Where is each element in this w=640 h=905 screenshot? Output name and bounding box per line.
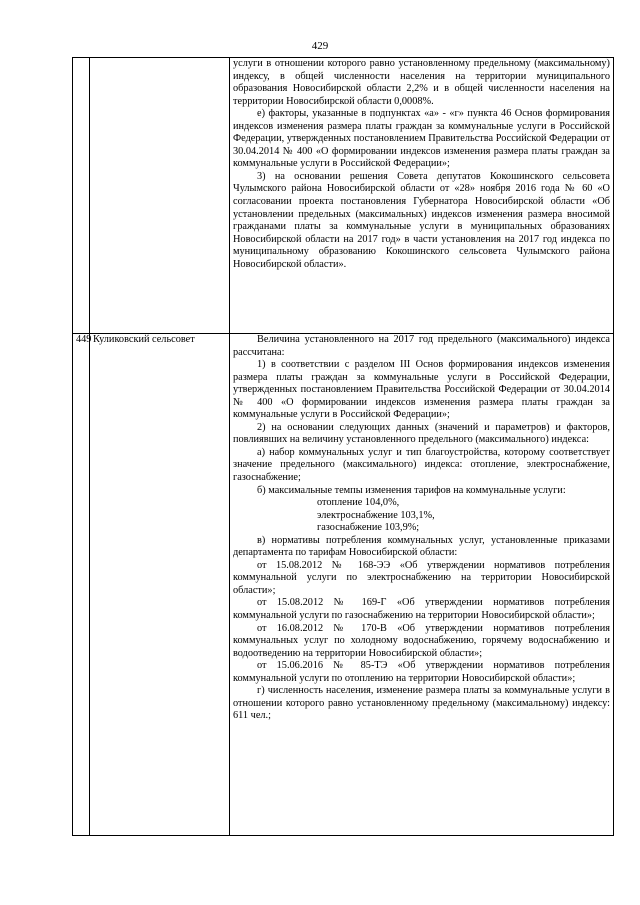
row-number-cell [73,58,90,334]
municipality-name-cell: Куликовский сельсовет [90,334,230,836]
tariff-item: электроснабжение 103,1%, [317,509,435,521]
paragraph: в) нормативы потребления коммунальных услуг, установленные приказами департамента по тарифам Новосибирской области: [233,534,610,559]
tariff-item: отопление 104,0%, [317,497,400,509]
paragraph: от 15.06.2016 № 85-ТЭ «Об утверждении нормативов потребления коммунальной услуги по отоплению на территории Новосибирской области»; [233,660,610,684]
paragraph: 3) на основании решения Совета депутатов Кокошинского сельсовета Чулымского района Новосибирской области от «28» ноября 2016 года № 60 «О согласовании проекта постановления Губернатора Новосибирской области «Об установлении предельных (максимальных) индексов изменения размера вносимой гражданами платы за коммунальные услуги в муниципальных образованиях Новосибирской области на 2017 год» в части установления на 2017 год индекса по муниципальному образованию Кокошинского сельсовета Чулымского района Новосибирской области». [233,170,610,270]
paragraph: г) численность населения, изменение размера платы за коммунальные услуги в отношении которого равно установленному предельному (максимальному) индексу: 611 чел.; [233,685,610,722]
document-table [72,57,614,836]
table-row [73,58,614,334]
paragraph: от 16.08.2012 № 170-В «Об утверждении нормативов потребления коммунальных услуг по холодному водоснабжению, горячему водоснабжению и водоотведению на территории Новосибирской области»; [233,622,610,659]
paragraph: от 15.08.2012 № 168-ЭЭ «Об утверждении нормативов потребления коммунальной услуги по электроснабжению на территории Новосибирской области»; [233,559,610,596]
paragraph: услуги в отношении которого равно установленному предельному (максимальному) индексу, в общей численности населения на территории муниципального образования Новосибирской области 2,2% и в общей численности населения на территории Новосибирской области 0,0008%. [233,58,610,107]
paragraph: от 15.08.2012 № 169-Г «Об утверждении нормативов потребления коммунальной услуги по газоснабжению на территории Новосибирской области»; [233,597,610,622]
paragraph: Величина установленного на 2017 год предельного (максимального) индекса рассчитана: [233,334,610,358]
page-number: 429 [311,40,329,52]
paragraph: 1) в соответствии с разделом III Основ формирования индексов изменения размера платы граждан за коммунальные услуги в Российской Федерации, утвержденных постановлением Правительства Российской Федерации от 30.04.2014 № 400 «О формировании индексов изменения размера платы граждан за коммунальные услуги в Российской Федерации»; [233,359,610,421]
table-row [73,334,614,836]
paragraph: а) набор коммунальных услуг и тип благоустройства, которому соответствует значение предельного (максимального) индекса: отопление, электроснабжение, газоснабжение; [233,446,610,484]
tariff-item: газоснабжение 103,9%; [317,522,420,534]
municipality-name-cell [90,58,230,334]
row-number-cell: 449 [73,334,90,836]
paragraph: е) факторы, указанные в подпунктах «а» - «г» пункта 46 Основ формирования индексов изменения размера платы граждан за коммунальные услуги в Российской Федерации, утвержденных постановлением Правительства Российской Федерации от 30.04.2014 № 400 «О формировании индексов изменения размера платы граждан за коммунальные услуги в Российской Федерации»; [233,108,610,170]
paragraph: б) максимальные темпы изменения тарифов на коммунальные услуги: [257,484,566,496]
paragraph: 2) на основании следующих данных (значений и параметров) и факторов, повлиявших на величину установленного предельного (максимального) индекса: [233,421,610,446]
description-cell [230,58,614,334]
description-cell [230,334,614,836]
